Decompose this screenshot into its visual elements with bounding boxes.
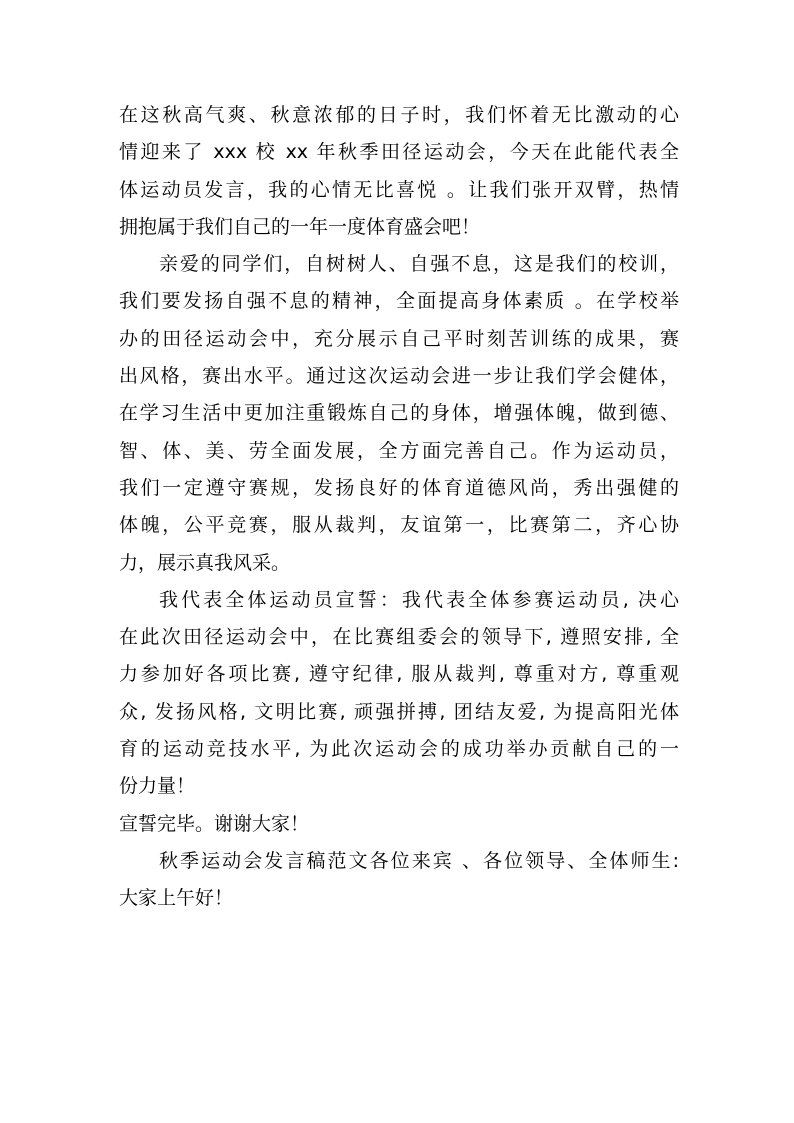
paragraph-3-line-5: 育的运动竞技水平, 为此次运动会的成功举办贡献自己的一 bbox=[119, 738, 679, 761]
paragraph-3-line-6: 份力量！ bbox=[119, 775, 196, 798]
paragraph-2-line-1: 亲爱的同学们，自树树人、自强不息，这是我们的校训， bbox=[159, 253, 679, 276]
paragraph-2-line-7: 我们一定遵守赛规，发扬良好的体育道德风尚，秀出强健的 bbox=[119, 476, 679, 499]
paragraph-2-line-2: 我们要发扬自强不息的精神，全面提高身体素质 。在学校举 bbox=[119, 290, 679, 313]
paragraph-2-line-5: 在学习生活中更加注重锻炼自己的身体，增强体魄，做到德、 bbox=[119, 402, 679, 425]
paragraph-3-line-3: 力参加好各项比赛, 遵守纪律, 服从裁判, 尊重对方, 尊重观 bbox=[119, 663, 679, 686]
paragraph-1-line-3: 体运动员发言，我的心情无比喜悦 。让我们张开双臂，热情 bbox=[119, 178, 679, 201]
paragraph-5-line-1: 秋季运动会发言稿范文各位来宾 、各位领导、全体师生: bbox=[159, 849, 679, 872]
paragraph-4-line-1: 宣誓完毕。谢谢大家！ bbox=[119, 812, 310, 835]
paragraph-2-line-4: 出风格，赛出水平。通过这次运动会进一步让我们学会健体， bbox=[119, 365, 679, 388]
paragraph-3-line-1: 我代表全体运动员宣誓：我代表全体参赛运动员, 决心 bbox=[159, 588, 679, 611]
paragraph-5-line-2: 大家上午好！ bbox=[119, 887, 234, 910]
document-body bbox=[119, 97, 679, 918]
paragraph-2-line-6: 智、体、美、劳全面发展，全方面完善自己。作为运动员， bbox=[119, 439, 679, 462]
paragraph-1-line-4: 拥抱属于我们自己的一年一度体育盛会吧！ bbox=[119, 215, 481, 238]
paragraph-3-line-4: 众, 发扬风格, 文明比赛, 顽强拼搏, 团结友爱, 为提高阳光体 bbox=[119, 700, 679, 723]
paragraph-2-line-9: 力，展示真我风采。 bbox=[119, 551, 291, 574]
paragraph-3-line-2: 在此次田径运动会中，在比赛组委会的领导下, 遵照安排, 全 bbox=[119, 626, 679, 649]
paragraph-2-line-3: 办的田径运动会中，充分展示自己平时刻苦训练的成果，赛 bbox=[119, 327, 679, 350]
paragraph-1-line-2: 情迎来了 xxx 校 xx 年秋季田径运动会，今天在此能代表全 bbox=[119, 141, 679, 164]
paragraph-1-line-1: 在这秋高气爽、秋意浓郁的日子时，我们怀着无比激动的心 bbox=[119, 104, 679, 126]
paragraph-2-line-8: 体魄，公平竞赛，服从裁判，友谊第一，比赛第二，齐心协 bbox=[119, 514, 679, 537]
